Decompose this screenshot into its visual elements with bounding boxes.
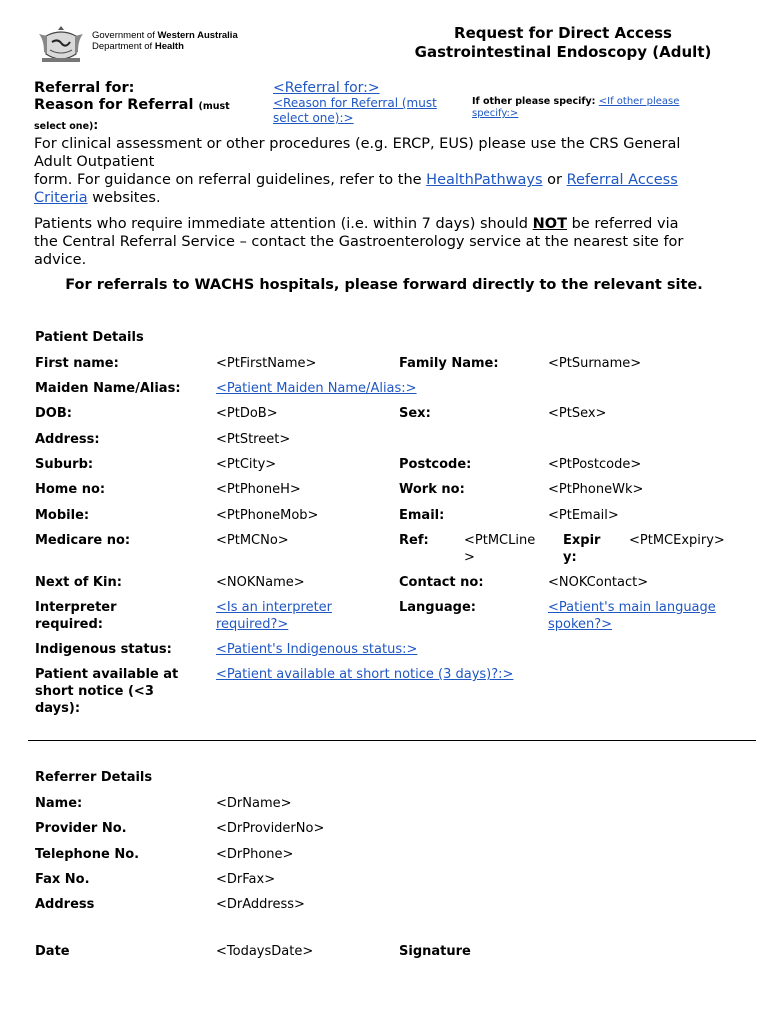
wa-health-logo	[36, 22, 266, 68]
urgent-line1	[34, 215, 734, 233]
email-field[interactable]: <PtEmail>	[548, 508, 619, 523]
form-title	[400, 24, 726, 62]
urgent-line1-pre: Patients who require immediate attention (i.e. within 7 days) should	[34, 216, 533, 232]
telephone-label: Telephone No.	[35, 847, 140, 862]
home-phone-field[interactable]: <PtPhoneH>	[216, 482, 301, 497]
interpreter-label	[35, 599, 117, 633]
form-title-line2: Gastrointestinal Endoscopy (Adult)	[414, 43, 712, 61]
referral-for-field[interactable]: <Referral for:>	[273, 80, 380, 96]
sex-label: Sex:	[399, 406, 431, 421]
referral-access-criteria-link[interactable]: Referral Access	[566, 172, 678, 188]
work-phone-label: Work no:	[399, 482, 465, 497]
email-label: Email:	[399, 508, 445, 523]
wachs-notice: For referrals to WACHS hospitals, please forward directly to the relevant site.	[65, 277, 703, 293]
interpreter-field[interactable]	[216, 599, 332, 633]
referrer-name-field[interactable]: <DrName>	[216, 796, 292, 811]
urgent-line2: the Central Referral Service – contact the Gastroenterology service at the nearest site for	[34, 234, 684, 250]
maiden-name-field[interactable]: <Patient Maiden Name/Alias:>	[216, 381, 417, 396]
short-notice-label-line1: Patient available at	[35, 667, 179, 682]
work-phone-field[interactable]: <PtPhoneWk>	[548, 482, 644, 497]
reason-field[interactable]	[273, 96, 437, 126]
language-field[interactable]	[548, 599, 716, 633]
signature-label: Signature	[399, 944, 471, 959]
date-label: Date	[35, 944, 70, 959]
telephone-field[interactable]: <DrPhone>	[216, 847, 294, 862]
medicare-expiry-label	[563, 532, 600, 566]
other-specify-label	[472, 96, 679, 108]
org-line2-prefix: Department of	[92, 41, 155, 52]
urgent-line3: advice.	[34, 252, 87, 268]
other-specify-field-line2[interactable]: specify:>	[472, 108, 519, 119]
short-notice-field[interactable]: <Patient available at short notice (3 days)?:>	[216, 667, 514, 682]
first-name-field[interactable]: <PtFirstName>	[216, 356, 317, 371]
intro-line2: Adult Outpatient	[34, 154, 155, 170]
reason-label	[34, 96, 230, 116]
section-divider	[28, 740, 756, 741]
other-specify-field[interactable]: <If other please	[598, 96, 680, 107]
intro-line3	[34, 171, 734, 189]
sex-field[interactable]: <PtSex>	[548, 406, 607, 421]
coat-of-arms-icon	[36, 22, 86, 66]
intro-line1: For clinical assessment or other procedures (e.g. ERCP, EUS) please use the CRS General	[34, 136, 681, 152]
interpreter-field-line2: required?>	[216, 617, 289, 632]
intro-paragraph	[34, 135, 734, 207]
referrer-address-field[interactable]: <DrAddress>	[216, 897, 305, 912]
medicare-label: Medicare no:	[35, 533, 131, 548]
medicare-ref-label: Ref:	[399, 533, 429, 548]
indigenous-status-field[interactable]: <Patient's Indigenous status:>	[216, 642, 418, 657]
suburb-label: Suburb:	[35, 457, 94, 472]
reason-label-text: Reason for Referral	[34, 97, 194, 113]
interpreter-label-line2: required:	[35, 617, 103, 632]
dob-field[interactable]: <PtDoB>	[216, 406, 278, 421]
intro-line3-or: or	[542, 172, 567, 188]
form-title-line1: Request for Direct Access	[454, 24, 672, 42]
medicare-field[interactable]: <PtMCNo>	[216, 533, 289, 548]
intro-line4	[34, 189, 734, 207]
interpreter-label-line1: Interpreter	[35, 600, 117, 615]
dob-label: DOB:	[35, 406, 72, 421]
family-name-label: Family Name:	[399, 356, 499, 371]
reason-label-small: (must	[198, 101, 230, 112]
referrer-address-label: Address	[35, 897, 95, 912]
referral-access-criteria-link-cont[interactable]: Criteria	[34, 190, 88, 206]
indigenous-status-label: Indigenous status:	[35, 642, 172, 657]
urgent-paragraph	[34, 215, 734, 269]
medicare-expiry-label-line2: y:	[563, 550, 577, 565]
maiden-name-label: Maiden Name/Alias:	[35, 381, 181, 396]
language-label: Language:	[399, 600, 476, 615]
org-name	[92, 30, 238, 52]
intro-line3-text: form. For guidance on referral guidelines, refer to the	[34, 172, 427, 188]
reason-label-line2	[34, 114, 98, 133]
org-line2-bold: Health	[154, 41, 184, 52]
reason-field-line1: <Reason for Referral (must	[273, 96, 437, 110]
medicare-ref-field[interactable]	[464, 532, 535, 566]
suburb-field[interactable]: <PtCity>	[216, 457, 277, 472]
reason-field-line2: select one):>	[273, 111, 354, 125]
referrer-details-heading: Referrer Details	[35, 770, 153, 785]
referrer-name-label: Name:	[35, 796, 83, 811]
address-label: Address:	[35, 432, 100, 447]
reason-label-colon: :	[93, 118, 99, 132]
postcode-field[interactable]: <PtPostcode>	[548, 457, 642, 472]
short-notice-label	[35, 666, 178, 717]
org-line1-prefix: Government of	[92, 30, 158, 41]
postcode-label: Postcode:	[399, 457, 472, 472]
first-name-label: First name:	[35, 356, 119, 371]
address-field[interactable]: <PtStreet>	[216, 432, 291, 447]
medicare-ref-line2: >	[464, 550, 475, 565]
referral-for-label: Referral for:	[34, 80, 135, 96]
reason-label-small-line2: select one)	[34, 121, 94, 132]
healthpathways-link[interactable]: HealthPathways	[426, 172, 543, 188]
short-notice-label-line3: days):	[35, 701, 81, 716]
provider-no-label: Provider No.	[35, 821, 127, 836]
patient-details-heading: Patient Details	[35, 330, 144, 345]
org-line1-bold: Western Australia	[157, 30, 238, 41]
other-specify-label-text: If other please specify:	[472, 96, 596, 107]
medicare-expiry-field[interactable]: <PtMCExpiry>	[629, 533, 725, 548]
medicare-expiry-label-line1: Expir	[563, 533, 601, 548]
next-of-kin-label: Next of Kin:	[35, 575, 122, 590]
family-name-field[interactable]: <PtSurname>	[548, 356, 642, 371]
provider-no-field[interactable]: <DrProviderNo>	[216, 821, 325, 836]
fax-label: Fax No.	[35, 872, 90, 887]
next-of-kin-field[interactable]: <NOKName>	[216, 575, 305, 590]
language-field-line1: <Patient's main language	[548, 600, 716, 615]
fax-field[interactable]: <DrFax>	[216, 872, 276, 887]
intro-line4-end: websites.	[87, 190, 161, 206]
short-notice-label-line2: short notice (<3	[35, 684, 154, 699]
mobile-field[interactable]: <PtPhoneMob>	[216, 508, 319, 523]
urgent-not-text: NOT	[532, 216, 567, 232]
interpreter-field-line1: <Is an interpreter	[216, 600, 333, 615]
urgent-line1-post: be referred via	[566, 216, 679, 232]
medicare-ref-line1: <PtMCLine	[464, 533, 536, 548]
home-phone-label: Home no:	[35, 482, 106, 497]
date-field[interactable]: <TodaysDate>	[216, 944, 314, 959]
mobile-label: Mobile:	[35, 508, 90, 523]
contact-no-field[interactable]: <NOKContact>	[548, 575, 649, 590]
language-field-line2: spoken?>	[548, 617, 613, 632]
contact-no-label: Contact no:	[399, 575, 484, 590]
